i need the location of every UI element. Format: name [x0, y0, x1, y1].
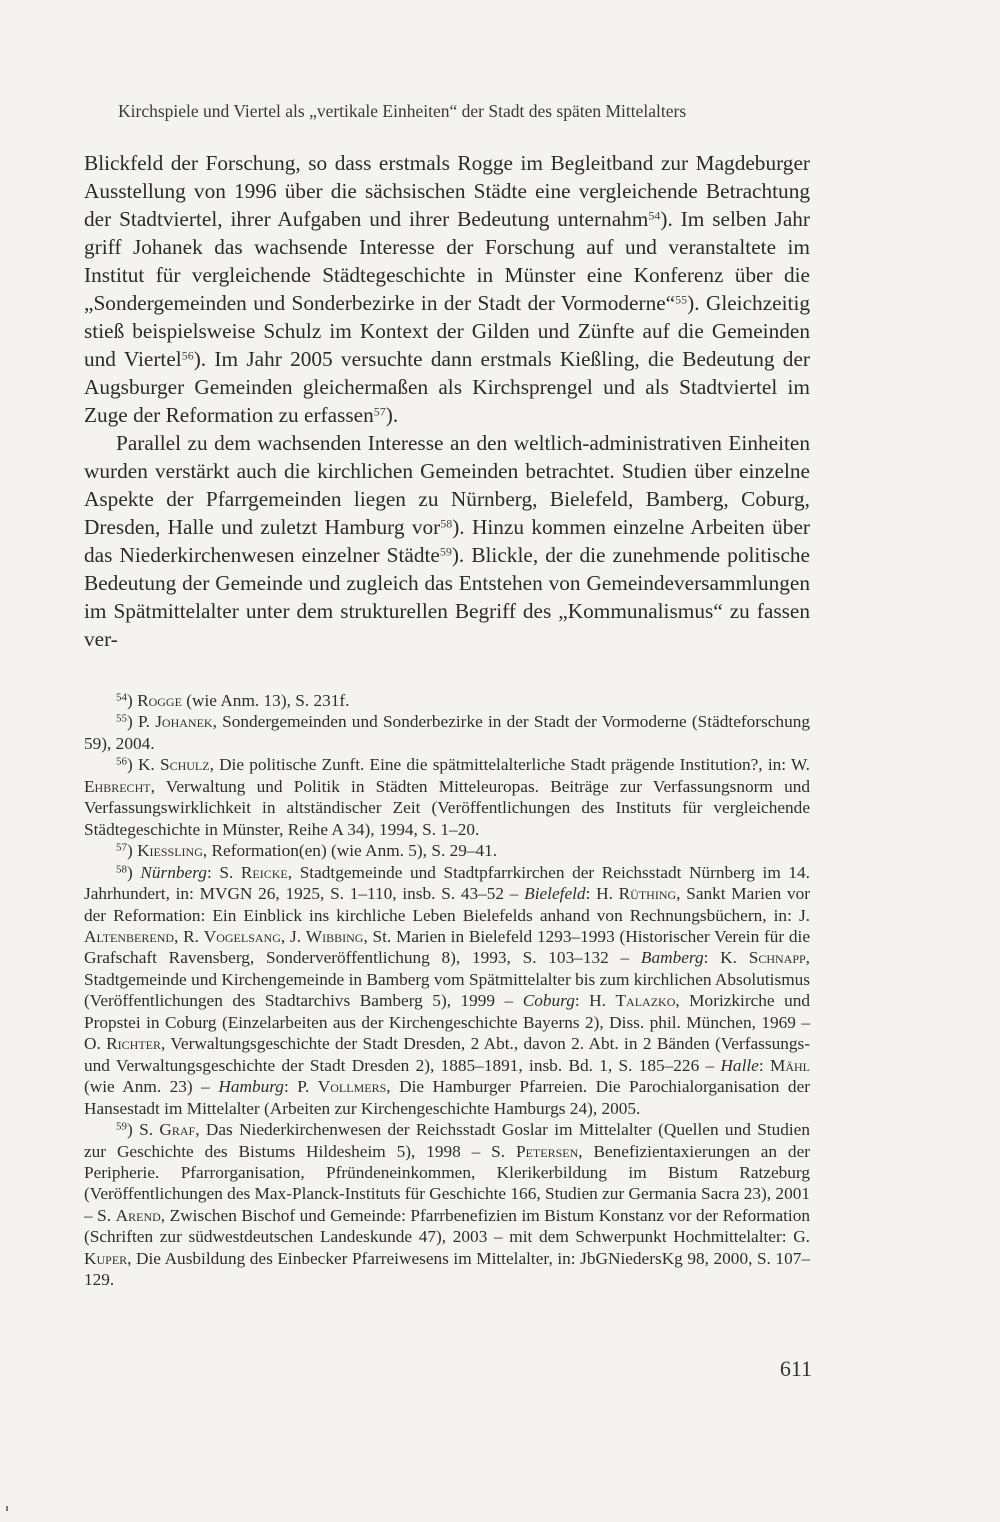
author-name: Schulz — [159, 755, 210, 775]
text-run: , Benefizientaxierungen an der Peripherie. Pfarrorganisation, Pfründeneinkommen, Klerikerbildung im Bistum Ratzeburg (Veröffentlichungen des Max-Planck-Instituts für Geschichte 166, Studien zur Germania Sacra 23), 2001 – S. — [84, 1141, 810, 1225]
text-run: : — [758, 1055, 770, 1075]
text-run: ). Im selben Jahr griff Johanek das wachsende Interesse der Forschung auf und veranstaltete im Institut für vergleichende Städtegeschichte in Münster eine Konferenz über die „Sondergemeinden und Sonderbezirke in der Stadt der Vormoderne“ — [84, 207, 811, 315]
footnote-ref[interactable]: 59 — [439, 544, 452, 559]
author-name: Ehbrecht — [84, 776, 151, 796]
text-run: Blickfeld der Forschung, so dass erstmals Rogge im Begleitband zur Magdeburger Ausstellung von 1996 über die sächsischen Städte eine vergleichende Betrachtung der Stadtviertel, ihrer Aufgaben und ihrer Bedeutung unternahm — [84, 151, 810, 231]
text-run: Parallel zu dem wachsenden Interesse an den weltlich-administrativen Einheiten wurden verstärkt auch die kirchlichen Gemeinden betrachtet. Studien über einzelne Aspekte der Pfarrgemeinden liegen zu Nürnberg, Bielefeld, Bamberg, Coburg, Dresden, Halle und zuletzt Hamburg vor — [84, 431, 810, 539]
text-run: ) — [127, 691, 138, 710]
text-run: , Verwaltungsgeschichte der Stadt Dresden, 2 Abt., davon 2. Abt. in 2 Bänden (Verfassungs- und Verwaltungsgeschichte der Stadt Dresden 2), 1885–1891, insb. Bd. 1, S. 185–226 – — [84, 1034, 810, 1075]
text-run: , Die Hamburger Pfarreien. Die Parochialorganisation der Hansestadt im Mittelalter (Arbeiten zur Kirchengeschichte Hamburgs 24), 2005. — [84, 1077, 810, 1118]
author-name: Rogge — [137, 691, 182, 710]
author-name: Talazko — [615, 991, 676, 1011]
footnote-number: 54 — [116, 691, 127, 704]
footnote-number: 58 — [116, 863, 127, 876]
footnote-number: 57 — [116, 841, 127, 854]
footnote — [84, 690, 810, 711]
author-name: Vollmers — [317, 1077, 387, 1097]
author-name: Kuper — [84, 1248, 128, 1268]
text-run: ) K. — [127, 755, 160, 775]
text-run: , Reformation(en) (wie Anm. 5), S. 29–41. — [202, 841, 498, 861]
footnote — [84, 862, 810, 1119]
main-text — [84, 149, 810, 653]
place-name: Halle — [720, 1055, 759, 1075]
place-name: Hamburg — [218, 1077, 284, 1097]
text-run: ) — [127, 841, 138, 861]
footnote-number: 55 — [116, 712, 127, 725]
footnotes — [84, 690, 810, 1291]
place-name: Nürnberg — [140, 862, 207, 882]
footnote-ref[interactable]: 55 — [675, 292, 688, 307]
text-run: , St. Marien in Bielefeld 1293–1993 (Historischer Verein für die Grafschaft Ravensberg, Sonderveröffentlichung 8), 1993, S. 103–132 – — [84, 926, 811, 968]
text-run: : S. — [206, 862, 241, 882]
place-name: Coburg — [522, 991, 575, 1011]
text-run: , R. — [174, 926, 204, 946]
author-name: Mähl — [769, 1055, 810, 1075]
page-number: 611 — [779, 1356, 812, 1381]
text-run: , Sondergemeinden und Sonderbezirke in der Stadt der Vormoderne (Städteforschung 59), 2004. — [84, 712, 810, 753]
text-run: ) S. — [127, 1120, 160, 1140]
author-name: Altenberend — [84, 926, 175, 946]
author-name: Reicke — [240, 862, 288, 882]
text-run: (wie Anm. 13), S. 231f. — [181, 691, 350, 710]
footnote-number: 59 — [116, 1120, 127, 1133]
text-run: , Morizkirche und Propstei in Coburg (Einzelarbeiten aus der Kirchengeschichte Bayerns 2), Diss. phil. München, 1969 – O. — [84, 991, 811, 1054]
text-run: , Stadtgemeinde und Kirchengemeinde in Bamberg vom Spätmittelalter bis zum kirchlichen Absolutismus (Veröffentlichungen des Stadtarchivs Bamberg 5), 1999 – — [84, 948, 810, 1011]
author-name: Kießling — [137, 841, 203, 861]
text-run: ) — [127, 862, 141, 882]
text-run: , Das Niederkirchenwesen der Reichsstadt Goslar im Mittelalter (Quellen und Studien zur Geschichte des Bistums Hildesheim 5), 1998 – S. — [84, 1120, 810, 1161]
running-head: Kirchspiele und Viertel als „vertikale Einheiten“ der Stadt des späten Mittelalters — [118, 101, 687, 121]
main-paragraph — [84, 429, 810, 653]
footnote-ref[interactable]: 56 — [181, 348, 194, 363]
text-run: : H. — [585, 884, 619, 904]
text-run: ). — [385, 403, 399, 427]
author-name: Johanek — [155, 712, 213, 732]
place-name: Bielefeld — [524, 884, 586, 904]
text-run: , Stadtgemeinde und Stadtpfarrkirchen der Reichsstadt Nürnberg im 14. Jahrhundert, in: MVGN 26, 1925, S. 1–110, insb. S. 43–52 – — [84, 862, 810, 904]
author-name: Arend — [115, 1205, 161, 1225]
text-run: : P. — [283, 1077, 318, 1097]
scan-mark — [6, 1506, 8, 1511]
footnote-ref[interactable]: 57 — [373, 404, 386, 419]
footnote-ref[interactable]: 58 — [440, 516, 453, 531]
footnote-ref[interactable]: 54 — [648, 208, 661, 223]
author-name: Richter — [106, 1034, 162, 1054]
text-run: , Die Ausbildung des Einbecker Pfarreiwesens im Mittelalter, in: JbGNiedersKg 98, 2000, S. 107–129. — [84, 1248, 810, 1290]
author-name: Schnapp — [748, 948, 806, 968]
text-run: , Die politische Zunft. Eine die spätmittelalterliche Stadt prägende Institution?, in: W. — [209, 755, 810, 775]
footnote — [84, 840, 810, 861]
text-run: ). Gleichzeitig stieß beispielsweise Schulz im Kontext der Gilden und Zünfte auf die Gemeinden und Viertel — [84, 291, 811, 371]
text-run: , Sankt Marien vor der Reformation: Ein Einblick ins kirchliche Leben Bielefelds anhand von Rechnungsbüchern, in: J. — [84, 884, 810, 925]
text-run: ). Blickle, der die zunehmende politische Bedeutung der Gemeinde und zugleich das Entstehen von Gemeindeversammlungen im Spätmittelalter unter dem strukturellen Begriff des „Kommunalismus“ zu fassen ver- — [84, 543, 810, 651]
text-run: , Verwaltung und Politik in Städten Mitteleuropas. Beiträge zur Verfassungsnorm und Verfassungswirklichkeit in altständischer Zeit (Veröffentlichungen des Instituts für vergleichende Städtegeschichte in Münster, Reihe A 34), 1994, S. 1–20. — [84, 776, 810, 839]
footnote — [84, 711, 810, 754]
main-paragraph — [84, 149, 810, 429]
text-run: , Zwischen Bischof und Gemeinde: Pfarrbenefizien im Bistum Konstanz vor der Reformation (Schriften zur südwestdeutschen Landeskunde 47), 2003 – mit dem Schwerpunkt Hochmittelalter: G. — [84, 1205, 810, 1247]
author-name: Graf — [159, 1120, 196, 1140]
text-run: ). Im Jahr 2005 versuchte dann erstmals Kießling, die Bedeutung der Augsburger Gemeinden gleichermaßen als Kirchsprengel und als Stadtviertel im Zuge der Reformation zu erfassen — [84, 347, 810, 427]
text-run: : H. — [574, 991, 616, 1011]
footnote — [84, 1119, 810, 1291]
author-name: Rüthing — [618, 884, 677, 904]
footnote — [84, 754, 810, 840]
text-run: : K. — [703, 948, 749, 968]
place-name: Bamberg — [640, 948, 704, 968]
author-name: Petersen — [515, 1141, 579, 1161]
author-name: Wibbing — [305, 926, 364, 946]
footnote-number: 56 — [116, 755, 127, 768]
text-run: , J. — [280, 926, 306, 946]
author-name: Vogelsang — [203, 926, 281, 946]
text-run: ). Hinzu kommen einzelne Arbeiten über das Niederkirchenwesen einzelner Städte — [84, 515, 810, 567]
text-run: ) P. — [127, 712, 156, 732]
text-run: (wie Anm. 23) – — [84, 1077, 219, 1097]
